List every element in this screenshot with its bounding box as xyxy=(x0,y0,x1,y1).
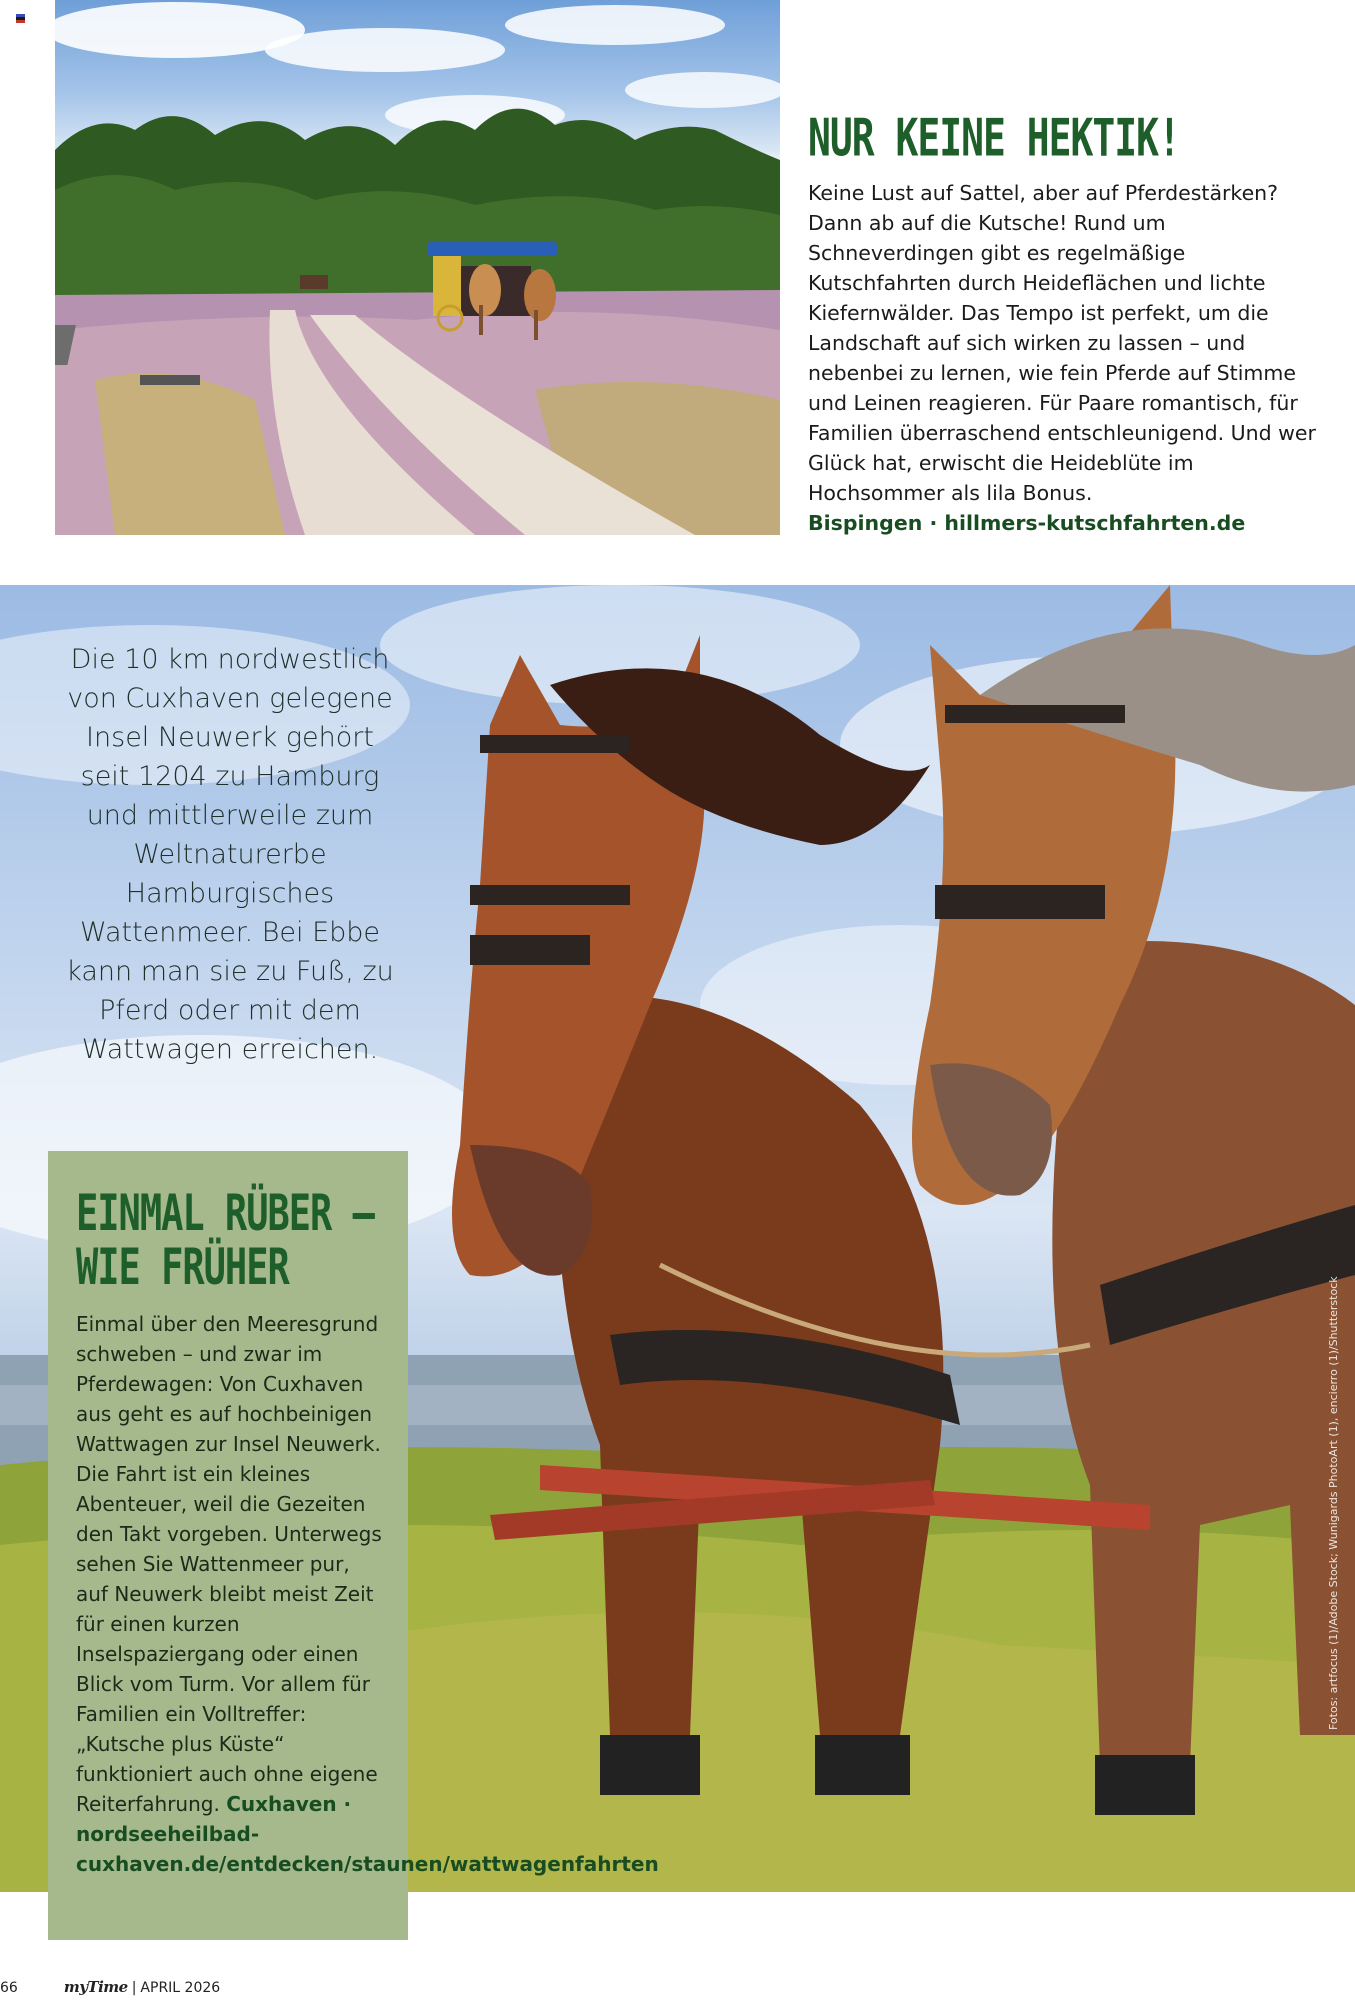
heath-carriage-photo xyxy=(55,0,780,535)
magazine-brand: myTime xyxy=(63,1978,128,1996)
photo-credit: Fotos: artfocus (1)/Adobe Stock; Wunigards PhotoArt (1), encierro (1)/Shutterstock xyxy=(1327,1276,1340,1730)
box-headline-line1: EINMAL RÜBER – xyxy=(76,1184,374,1243)
box-headline-line2: WIE FRÜHER xyxy=(76,1238,289,1297)
flag-marker-icon xyxy=(16,14,25,23)
article-kutschfahrten xyxy=(808,108,1328,538)
page-footer xyxy=(0,1978,220,1998)
intro-neuwerk-text: Die 10 km nordwestlich von Cuxhaven gelegene Insel Neuwerk gehört seit 1204 zu Hamburg und mittlerweile zum Weltnaturerbe Hamburgisches Wattenmeer. Bei Ebbe kann man sie zu Fuß, zu Pferd oder mit dem Wattwagen erreichen. xyxy=(66,644,394,1065)
location-link[interactable]: Bispingen · hillmers-kutschfahrten.de xyxy=(808,511,1246,535)
article-wattwagenfahrten xyxy=(48,1151,659,1940)
article-headline: NUR KEINE HEKTIK! xyxy=(808,108,1180,168)
page-number: 66 xyxy=(0,1980,18,1996)
heath-carriage-illustration xyxy=(55,0,780,535)
box-headline xyxy=(76,1184,384,1297)
footer-separator: | xyxy=(131,1980,137,1996)
issue-date: APRIL 2026 xyxy=(140,1980,221,1996)
box-location-link[interactable]: Cuxhaven · nordseeheilbad-cuxhaven.de/entdecken/staunen/wattwagenfahrten xyxy=(76,1792,659,1876)
box-paragraph: Einmal über den Meeresgrund schweben – und zwar im Pferdewagen: Von Cuxhaven aus geht es auf hochbeinigen Wattwagen zur Insel Neuwerk. Die Fahrt ist ein kleines Abenteuer, weil die Gezeiten den Takt vorgeben. Unterwegs sehen Sie Wattenmeer pur, auf Neuwerk bleibt meist Zeit für einen kurzen Inselspaziergang oder einen Blick vom Turm. Vor allem für Familien ein Volltreffer: „Kutsche plus Küste“ funktioniert auch ohne eigene Reiterfahrung. xyxy=(76,1312,382,1816)
article-paragraph: Keine Lust auf Sattel, aber auf Pferdestärken? Dann ab auf die Kutsche! Rund um Schneverdingen gibt es regelmäßige Kutschfahrten durch Heideflächen und lichte Kiefernwälder. Das Tempo ist perfekt, um die Landschaft auf sich wirken zu lassen – und nebenbei zu lernen, wie fein Pferde auf Stimme und Leinen reagieren. Für Paare romantisch, für Familien überraschend entschleunigend. Und wer Glück hat, erwischt die Heideblüte im Hochsommer als lila Bonus. xyxy=(808,181,1316,505)
article-body xyxy=(808,178,1328,538)
box-body xyxy=(76,1309,659,1879)
